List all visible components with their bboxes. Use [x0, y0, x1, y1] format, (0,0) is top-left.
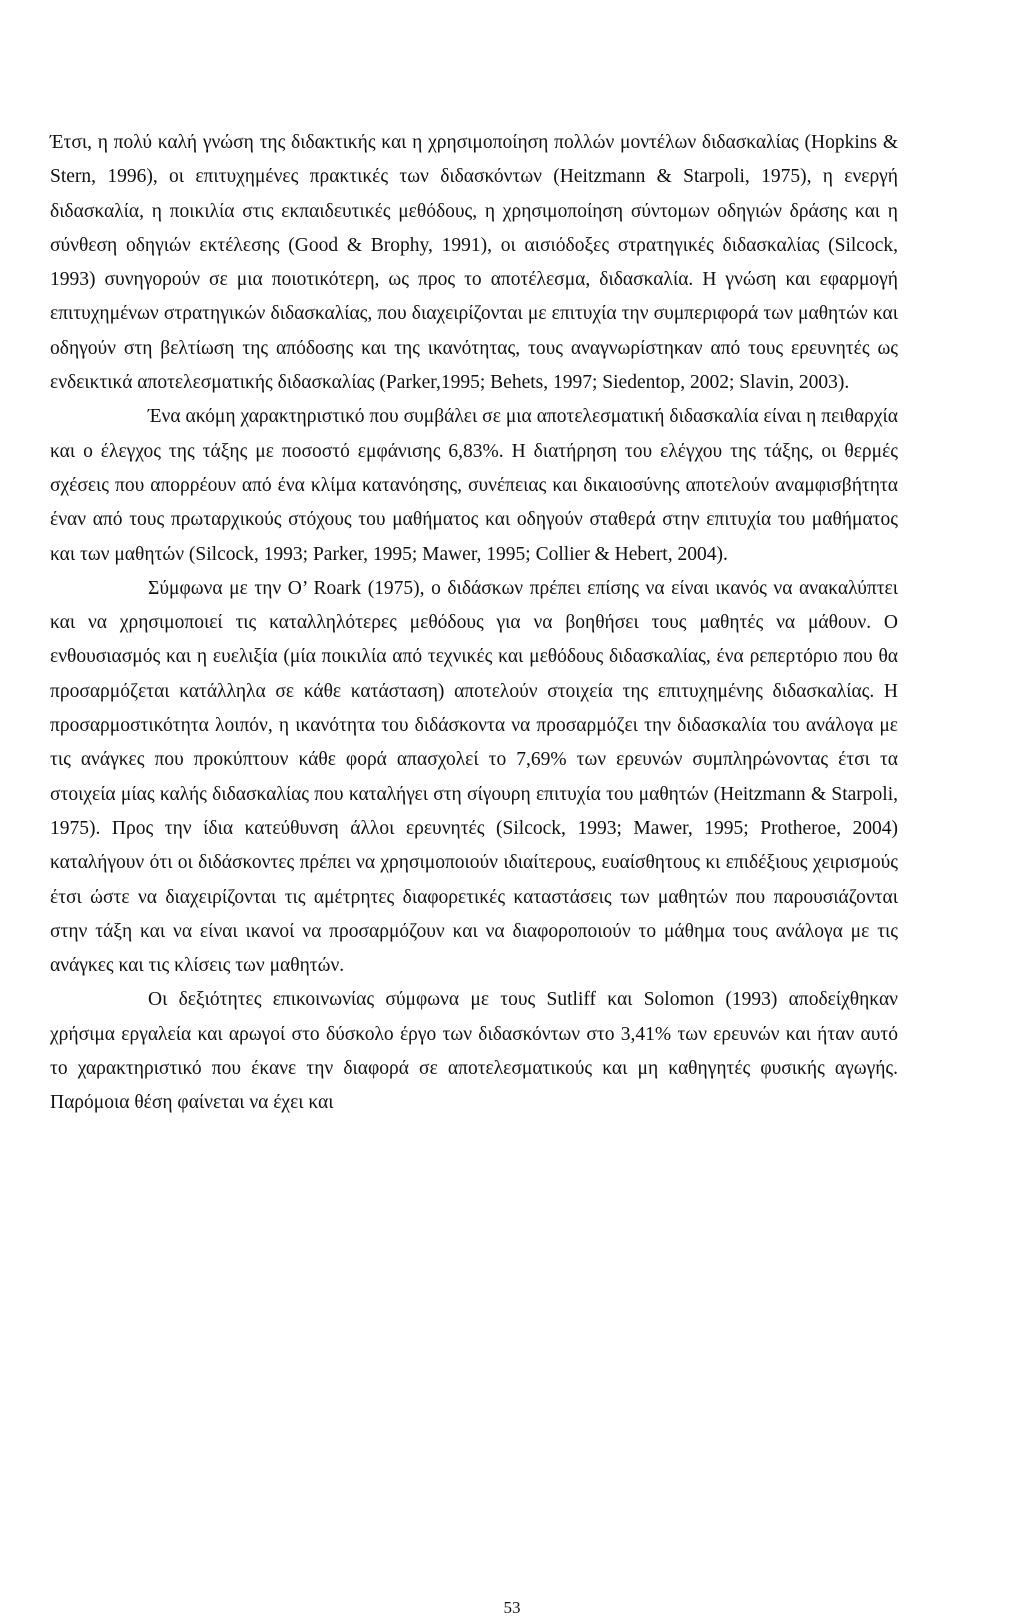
paragraph-4: Οι δεξιότητες επικοινωνίας σύμφωνα με τους Sutliff και Solomon (1993) αποδείχθηκαν χρήσιμα εργαλεία και αρωγοί στο δύσκολο έργο των διδασκόντων στο 3,41% των ερευνών και ήταν αυτό το χαρακτηριστικό που έκανε την διαφορά σε αποτελεσματικούς και μη καθηγητές φυσικής αγωγής. Παρόμοια θέση φαίνεται να έχει και	[50, 989, 898, 1114]
paragraph-3: Σύμφωνα με την O’ Roark (1975), ο διδάσκων πρέπει επίσης να είναι ικανός να ανακαλύπτει και να χρησιμοποιεί τις καταλληλότερες μεθόδους για να βοηθήσει τους μαθητές να μάθουν. Ο ενθουσιασμός και η ευελιξία (μία ποικιλία από τεχνικές και μεθόδους διδασκαλίας, ένα ρεπερτόριο που θα προσαρμόζεται κατάλληλα σε κάθε κατάσταση) αποτελούν στοιχεία της επιτυχημένης διδασκαλίας. Η προσαρμοστικότητα λοιπόν, η ικανότητα του διδάσκοντα να προσαρμόζει την διδασκαλία του ανάλογα με τις ανάγκες που προκύπτουν κάθε φορά απασχολεί το 7,69% των ερευνών συμπληρώνοντας έτσι τα στοιχεία μίας καλής διδασκαλίας που καταλήγει στη σίγουρη επιτυχία του μαθητών (Heitzmann & Starpoli, 1975). Προς την ίδια κατεύθυνση άλλοι ερευνητές (Silcock, 1993; Mawer, 1995; Protheroe, 2004) καταλήγουν ότι οι διδάσκοντες πρέπει να χρησιμοποιούν ιδιαίτερους, ευαίσθητους κι επιδέξιους χειρισμούς έτσι ώστε να διαχειρίζονται τις αμέτρητες διαφορετικές καταστάσεις των μαθητών που παρουσιάζονται στην τάξη και να είναι ικανοί να προσαρμόζουν και να διαφοροποιούν το μάθημα τους ανάλογα με τις ανάγκες και τις κλίσεις των μαθητών.	[50, 577, 898, 977]
paragraph-2: Ένα ακόμη χαρακτηριστικό που συμβάλει σε μια αποτελεσματική διδασκαλία είναι η πειθαρχία και ο έλεγχος της τάξης με ποσοστό εμφάνισης 6,83%. Η διατήρηση του ελέγχου της τάξης, οι θερμές σχέσεις που απορρέουν από ένα κλίμα κατανόησης, συνέπειας και δικαιοσύνης αποτελούν αναμφισβήτητα έναν από τους πρωταρχικούς στόχους του μαθήματος και οδηγούν σταθερά στην επιτυχία του μαθήματος και των μαθητών (Silcock, 1993; Parker, 1995; Mawer, 1995; Collier & Hebert, 2004).	[50, 406, 898, 565]
body-text	[50, 126, 898, 1121]
paragraph-1: Έτσι, η πολύ καλή γνώση της διδακτικής και η χρησιμοποίηση πολλών μοντέλων διδασκαλίας (Hopkins & Stern, 1996), οι επιτυχημένες πρακτικές των διδασκόντων (Heitzmann & Starpoli, 1975), η ενεργή διδασκαλία, η ποικιλία στις εκπαιδευτικές μεθόδους, η χρησιμοποίηση σύντομων οδηγιών δράσης και η σύνθεση οδηγιών εκτέλεσης (Good & Brophy, 1991), οι αισιόδοξες στρατηγικές διδασκαλίας (Silcock, 1993) συνηγορούν σε μια ποιοτικότερη, ως προς το αποτέλεσμα, διδασκαλία. Η γνώση και εφαρμογή επιτυχημένων στρατηγικών διδασκαλίας, που διαχειρίζονται με επιτυχία την συμπεριφορά των μαθητών και οδηγούν στη βελτίωση της απόδοσης και της ικανότητας, τους αναγνωρίστηκαν από τους ερευνητές ως ενδεικτικά αποτελεσματικής διδασκαλίας (Parker,1995; Behets, 1997; Siedentop, 2002; Slavin, 2003).	[50, 132, 898, 394]
page-number: 53	[503, 1598, 521, 1617]
